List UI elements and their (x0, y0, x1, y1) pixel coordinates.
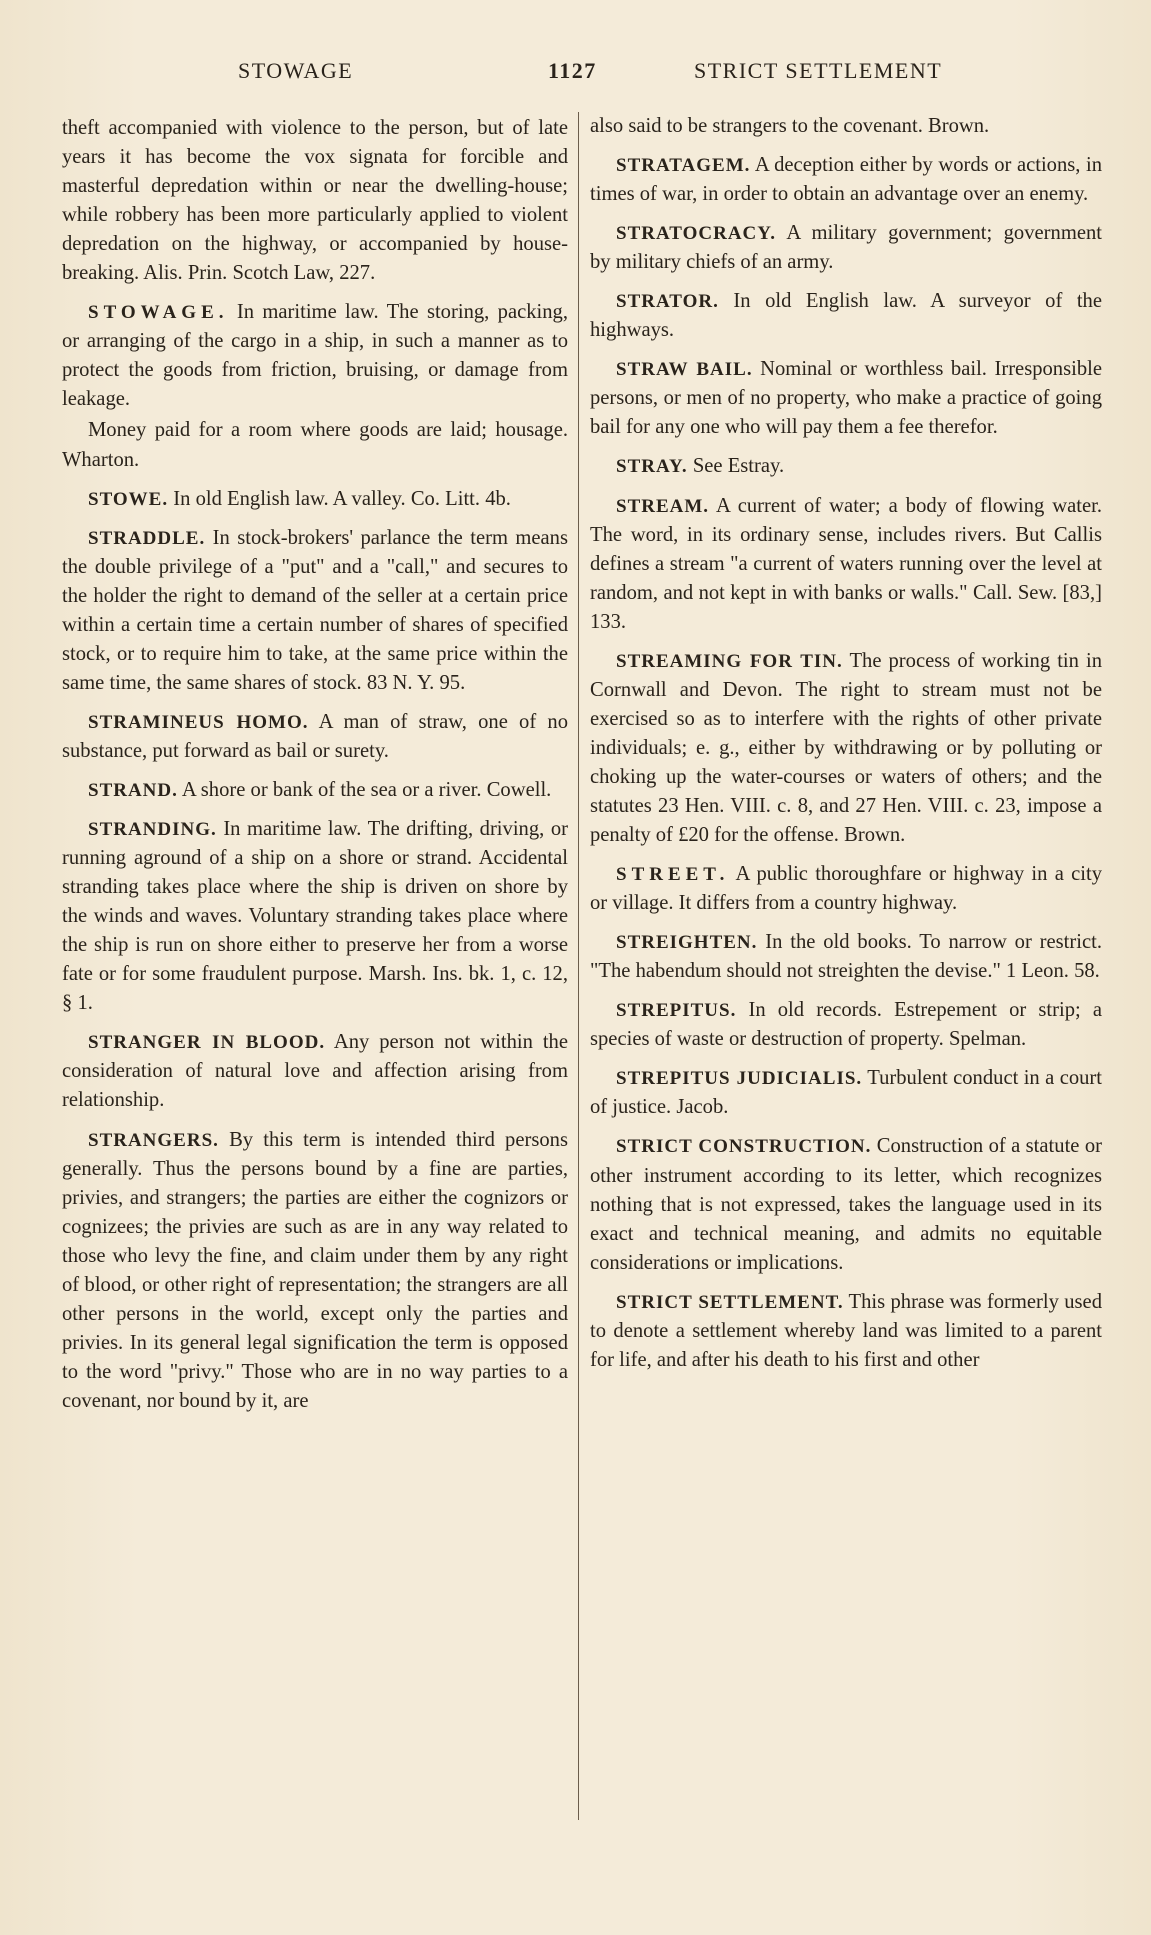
entry-headword: STRATAGEM. (616, 155, 751, 177)
entry-text: Construction of a statute or other instrument according to its letter, which recognizes nothing that is not expressed, takes the language used in its exact and technical meaning, and admits no equitable considerations or implications. (590, 1135, 1102, 1274)
entry-strator (590, 287, 1102, 345)
entry-text: A man of straw, one of no substance, put forward as bail or surety. (62, 710, 568, 762)
entry-street (590, 860, 1102, 918)
entry-text: A current of water; a body of flowing water. The word, in its ordinary sense, includes rivers. But Callis defines a stream "a current of waters running over the level at random, and not kept in with banks or walls." Call. Sew. [83,] 133. (590, 494, 1103, 633)
page-number: 1127 (548, 58, 597, 83)
entry-headword: STREAMING FOR TIN. (616, 650, 843, 672)
entry-headword: STRATOR. (616, 291, 719, 313)
entry-strepitus (590, 996, 1102, 1054)
running-head-right: STRICT SETTLEMENT (694, 58, 943, 83)
entry-strict-settlement (590, 1288, 1102, 1375)
entry-headword: STOWE. (88, 488, 169, 510)
entry-text: By this term is intended third persons generally. Thus the persons bound by a fine are parties, privies, and strangers; the parties are either the cognizors or cognizees; the privies are such as are in any way related to those who levy the fine, and claim under them by any right of blood, or other right of representation; the strangers are all other persons in the world, except only the parties and privies. In its general legal signification the term is opposed to the word "privy." Those who are in no way parties to a covenant, nor bound by it, are (62, 1128, 568, 1412)
entry-headword: STRANGER IN BLOOD. (88, 1032, 326, 1054)
entry-streaming-for-tin (590, 647, 1102, 850)
entry-headword: STRANDING. (88, 819, 217, 841)
entry-text: A military government; government by military chiefs of an army. (590, 222, 1102, 274)
entry-text: In maritime law. The drifting, driving, or running aground of a ship on a shore or strand. Accidental stranding takes place where the ship is driven on shore by the winds and waves. Voluntary stranding takes place where the ship is run on shore either to preserve her from a worse fate or for some fraudulent purpose. Marsh. Ins. bk. 1, c. 12, § 1. (62, 818, 568, 1015)
entry-headword: STREAM. (616, 495, 710, 517)
entry-headword: STOWAGE. (88, 302, 229, 324)
entry-stray (590, 452, 1102, 481)
running-head-left: STOWAGE (238, 58, 354, 83)
entry-stranding (62, 815, 568, 1018)
entry-headword: STRICT CONSTRUCTION. (616, 1136, 872, 1158)
entry-text: See Estray. (692, 455, 785, 478)
entry-headword: STRAY. (616, 456, 688, 478)
entry-text: In old records. Estrepement or strip; a species of waste or destruction of property. Spelman. (590, 999, 1102, 1051)
entry-headword: STRAW BAIL. (616, 359, 753, 381)
entry-text: Turbulent conduct in a court of justice. Jacob. (590, 1067, 1103, 1119)
entry-stowage-sense-2 (62, 416, 568, 474)
entry-text: The process of working tin in Cornwall and Devon. The right to stream must not be exercised so as to interfere with the rights of other private individuals; e. g., either by withdrawing or by polluting or choking up the water-courses or waters of others; and the statutes 23 Hen. VIII. c. 8, and 27 Hen. VIII. c. 23, impose a penalty of £20 for the offense. Brown. (590, 649, 1102, 847)
entry-headword: STREET. (616, 864, 730, 886)
entry-strict-construction (590, 1132, 1102, 1277)
entry-straw-bail (590, 355, 1102, 442)
page-header (62, 58, 1107, 94)
entry-continuation (590, 112, 1102, 141)
entry-straddle (62, 524, 568, 698)
entry-text: A deception either by words or actions, in times of war, in order to obtain an advantage over an enemy. (590, 154, 1103, 206)
entry-text: Money paid for a room where goods are laid; housage. Wharton. (62, 419, 568, 471)
right-column (590, 112, 1102, 1385)
entry-stowe (62, 485, 568, 514)
entry-text: In old English law. A valley. Co. Litt. 4b. (173, 487, 511, 510)
entry-text: A public thoroughfare or highway in a city or village. It differs from a country highway. (590, 863, 1102, 915)
entry-strand (62, 776, 568, 805)
entry-text: A shore or bank of the sea or a river. Cowell. (181, 778, 552, 801)
entry-text: Any person not within the consideration of natural love and affection arising from relationship. (62, 1031, 568, 1112)
entry-strangers (62, 1126, 568, 1416)
entry-stramineus-homo (62, 708, 568, 766)
entry-stream (590, 492, 1102, 637)
left-column (62, 114, 568, 1426)
entry-stowage (62, 298, 568, 414)
entry-headword: STRATOCRACY. (616, 223, 776, 245)
entry-text: theft accompanied with violence to the person, but of late years it has become the vox signata for forcible and masterful depredation within or near the dwelling-house; while robbery has been more particularly applied to violent depredation on the highway, or accompanied by house-breaking. Alis. Prin. Scotch Law, 227. (62, 117, 568, 285)
entry-stranger-in-blood (62, 1028, 568, 1115)
entry-text: also said to be strangers to the covenant. Brown. (590, 115, 990, 137)
column-divider (578, 112, 579, 1820)
entry-continuation (62, 114, 568, 288)
entry-headword: STRAND. (88, 779, 178, 801)
entry-stratocracy (590, 219, 1102, 277)
entry-text: This phrase was formerly used to denote a settlement whereby land was limited to a parent for life, and after his death to his first and other (590, 1290, 1102, 1371)
entry-headword: STRADDLE. (88, 527, 206, 549)
entry-text: In maritime law. The storing, packing, or arranging of the cargo in a ship, in such a manner as to protect the goods from friction, bruising, or damage from leakage. (62, 301, 568, 411)
entry-streighten (590, 928, 1102, 986)
entry-text: Nominal or worthless bail. Irresponsible persons, or men of no property, who make a practice of going bail for any one who will pay them a fee therefor. (590, 358, 1102, 439)
entry-strepitus-judicialis (590, 1064, 1102, 1122)
entry-headword: STRANGERS. (88, 1129, 219, 1151)
entry-headword: STRICT SETTLEMENT. (616, 1291, 844, 1313)
entry-headword: STREIGHTEN. (616, 932, 758, 954)
entry-headword: STREPITUS. (616, 1000, 737, 1022)
entry-text: In old English law. A surveyor of the highways. (590, 290, 1102, 342)
entry-headword: STREPITUS JUDICIALIS. (616, 1068, 863, 1090)
entry-headword: STRAMINEUS HOMO. (88, 711, 309, 733)
entry-stratagem (590, 151, 1102, 209)
entry-text: In the old books. To narrow or restrict. "The habendum should not streighten the devise." 1 Leon. 58. (590, 931, 1102, 983)
entry-text: In stock-brokers' parlance the term means the double privilege of a "put" and a "call," and secures to the holder the right to demand of the seller at a certain price within a certain time a certain number of shares of specified stock, or to require him to take, at the same price within the same time, the same shares of stock. 83 N. Y. 95. (62, 526, 568, 694)
